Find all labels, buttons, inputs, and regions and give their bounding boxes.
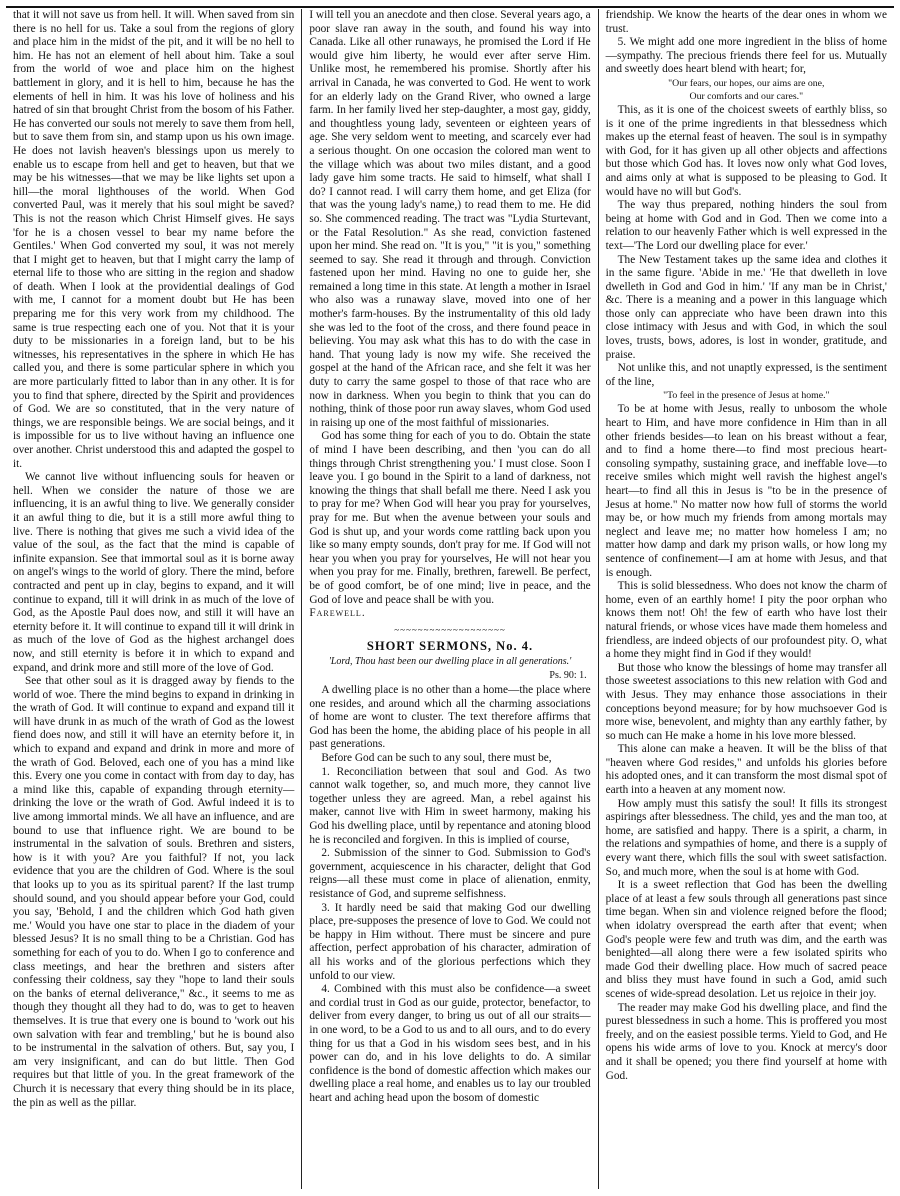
paragraph: 5. We might add one more ingredient in the bliss of home—sympathy. The precious friends there feel for us. Mutually and sweetly does heart blend with heart; for, [605,36,887,76]
paragraph: God has some thing for each of you to do. Obtain the state of mind I have been describing, and then 'you can do all things through Christ strengthening you.' I must close. Soon I leave you. I go bound in the Spirit to a land of darkness, not knowing the things that shall befall me there. Need I ask you to pray for me? When God will hear you pray for yourselves, pray for me. But when the avenue between your souls and God is shut up, and your words come rattling back upon you like so many empty sounds, don't pray for me. If God will not hear you when you pray for yourselves, He will not hear you when you pray for me. Finally, brethren, farewell. Be perfect, be of good comfort, be of one mind; live in peace, and the God of love and peace shall be with you. [309,430,591,606]
column-right [598,9,894,1189]
paragraph: Not unlike this, and not unaptly expressed, is the sentiment of the line, [605,362,887,388]
farewell-signature [309,607,590,621]
epigraph: 'Lord, Thou hast been our dwelling place in all generations.' [328,655,572,667]
paragraph: The New Testament takes up the same idea and clothes it in the same figure. 'Abide in me.' 'He that dwelleth in love dwelleth in God and God in him.' 'If any man be in Christ,' &c. There is a meaning and a power in this language which those only can appreciate who have been drawn into this close intimacy with Jesus and with God, in which the soul loves, trusts, bows, adores, is lost in wonder, gratitude, and praise. [605,253,887,361]
verse-quote-line: "To feel in the presence of Jesus at home." [663,390,830,402]
column-left [6,9,301,1189]
paragraph: A dwelling place is no other than a home—the place where one resides, and around which all the charming associations of home are wont to cluster. The text therefore affirms that God has been the home, the abiding place of his people in all past generations. [309,684,591,751]
verse-quote-line: "Our fears, our hopes, our aims are one, [668,77,825,89]
verse-quote-line: Our comforts and our cares." [689,90,804,102]
column-middle [301,9,597,1189]
paragraph: Before God can be such to any soul, there must be, [321,752,552,765]
paragraph: 1. Reconciliation between that soul and God. As two cannot walk together, so, and much more, they cannot live together unless they are agreed. Man, a rebel against his maker, cannot live with Him in sweet harmony, making his God his dwelling place, until by repentance and atoning blood he is reconciled and forgiven. In this is implied of course, [309,765,591,846]
paragraph: To be at home with Jesus, really to unbosom the whole heart to Him, and have more confidence in Him than in all other friends besides—to lean on his breast without a fear, and to find a home there—to find most precious heart-consoling sympathy, sustaining grace, and ineffable love—to receive smiles which might well ravish the highest angel's heart—to find all this in Jesus is "to be in the presence of Jesus at home." No matter now how full of storms the world may be, or how much my friends from among mortals may neglect and leave me; no matter how homeless I am; no matter how damp and dark my prison walls, or how long my sentence of confinement—I am at home with Jesus, and that is enough. [605,403,887,579]
paragraph: This alone can make a heaven. It will be the bliss of that "heaven where God resides," and unfolds his glories before his adopted ones, and it can transform the most dismal spot of earth into a heaven at any moment now. [605,743,887,797]
paragraph: But those who know the blessings of home may transfer all those sweetest associations to this new relation with God and with Jesus. They may enhance those associations in their conceptions beyond measure; for by how muchsoever God is more wise, benevolent, and mighty than any earthly father, by so much can He make a home in his love more blessed. [605,661,887,742]
paragraph: This is solid blessedness. Who does not know the charm of home, even of an earthly home! I pity the poor orphan who knows them not! Oh! the few of earth who have lost their natural friends, or whose vices have made them homeless and friendless, are indeed objects of our profoundest pity. O, what a home they might find in God if they would! [605,580,887,661]
section-separator: ~~~~~~~~~~~~~~~~~~~ [394,624,506,635]
paragraph: This, as it is one of the choicest sweets of earthly bliss, so is it one of the prime ingredients in that blessedness which makes up the eternal feast of heaven. The soul is in sympathy with God, for it has given up all other objects and affections but those which God has. It loves now only what God loves, and aims only at what is supposed to be pleasing to God. It would have no will but God's. [605,103,887,198]
top-rule [6,6,894,8]
paragraph: It is a sweet reflection that God has been the dwelling place of at least a few souls through all generations past since time began. When sin and violence reigned before the flood; when idolatry overspread the earth after that event; when God's people were few and truth was dim, and the earth was benighted—all along there were a few isolated spirits who made God their dwelling place. How much of sacred peace and bliss they must have found in such a God, amid such scenes of wide-spread desolation. Let us rejoice in their joy. [605,879,887,1000]
paragraph: How amply must this satisfy the soul! It fills its strongest aspirings after blessedness. The child, yes and the man too, at home, are satisfied and happy. There is a spirit, a charm, in the relations and sympathies of home, and there is a supply of every want there, which fills the soul with sweet satisfaction. So, and much more, when the soul is at home with God. [605,797,887,878]
paragraph: I will tell you an anecdote and then close. Several years ago, a poor slave ran away in the south, and found his way into Canada. Like all other runaways, he promised the Lord if He would give him liberty, he would ever after serve Him. Unlike most, he remembered his promise. Shortly after his arrival in Canada, he was converted to God. He went to work for an elderly lady on the Grand River, who owned a large farm. In her family lived her step-daughter, a most gay, giddy, and thoughtless young lady, seventeen or eighteen years of age. She very seldom went to meeting, and scarcely ever had a serious thought. On one occasion the colored man went to the village which was about two miles distant, and a good lady gave him some tracts. He said to himself, what shall I do? I cannot read. I will carry them home, and get Eliza (for that was the young lady's name,) to read them to me. He did so. She commenced reading. The tract was "Lydia Sturtevant, or the Fatal Resolution." As she read, conviction fastened upon her mind. She read on. "It is you," "it is you," something seemed to say. She read it through and through. Conviction fastened upon her mind. Having no one to guide her, she remained a long time in this state. At length a mother in Israel who also was a runaway slave, moved into one of her mother's farm-houses. By the instrumentality of this old lady she was led to the foot of the cross, and there found peace in believing. You may ask what this has to do with the case in hand. That young lady is now my wife. She received the gospel at the hand of the African race, and she felt it was her duty to carry the same gospel to those of that race who are now in darkness. When you begin to think that you can do nothing, think of those poor run away slaves, whom God used in raising up one of the most faithful of missionaries. [309,9,591,429]
paragraph: We cannot live without influencing souls for heaven or hell. When we consider the nature of those we are influencing, it is an awful thing to live. We generally consider it an awful thing to die, but it is a still more awful thing to live. There is nothing that gives me such a vivid idea of the value of the soul, as the fact that the mind is capable of infinite expansion. See that immortal soul as it is borne away on angel's wings to the world of glory. There the mind, before contracted and pent up in clay, begins to expand, and it will continue to expand, till it will drink in as much of the love of God, as the Apostle Paul does now, and still it will have an eternity before it. It will continue to expand till it will drink in as much of the love of God as the highest archangel does now, and still eternity is before it in which to expand and expand, and drink more and still more of the love of God. [13,471,295,674]
paragraph: See that other soul as it is dragged away by fiends to the world of woe. There the mind begins to expand in drinking in the wrath of God. It will continue to expand and expand till it will have drunk in as much of the wrath of God as the lowest fiend does now, and still it will have an eternity before it, in which to expand and expand and drink in more and more of the wrath of God. Beloved, each one of you has a mind like this. Every one you come in contact with from day to day, has a mind like this, capable of expanding through eternity—drinking the love or the wrath of God. Awful indeed it is to live among immortal minds. We all have an influence, and are bound to use that influence right. We are bound to be instrumental in the salvation of souls. Brethren and sisters, how is it with you? Are you faithful? If not, you lack evidence that you are the children of God. Where is the soul that looks up to you as its spiritual parent? If the last trump should sound, and you should appear before your God, could you say, 'Behold, I and the children which God hath given me.' Would you have one star to place in the diadem of your blessed Jesus? It is no small thing to be a Christian. God has something for each of you to do. When I go to conference and class meetings, and hear the brethren and sisters after confessing their coldness, say they "hope to land their souls on the banks of eternal deliverance," &c., it seems to me as though they thought all they had to do, was to get to heaven themselves. It is true that every one is bound to 'work out his own salvation with fear and trembling,' but he is bound also to be instrumental in the salvation of others. But, say you, I am very insignificant, and can do but little. Then God requires but that little of you. In the great framework of the Church it is necessary that every thing should be in its place, the pin as well as the pillar. [13,675,295,1109]
signature-text: Farewell. [309,607,366,620]
paragraph: 3. It hardly need be said that making God our dwelling place, pre-supposes the presence of love to God. We could not be happy in Him without. There must be sincere and pure affection, perfect approbation of his character, admiration of all his works and of the glorious perfections which they unfold to our view. [309,901,591,982]
paragraph: The way thus prepared, nothing hinders the soul from being at home with God and in God. Then we come into a relation to our heavenly Father which is well expressed in the text—'The Lord our dwelling place for ever.' [605,199,887,252]
paragraph: that it will not save us from hell. It will. When saved from sin there is no hell for us. Take a soul from the regions of glory and place him in the midst of the pit, and it will be no hell to him. He has not an element of hell about him. Take a soul from the world of woe and place him on the highest battlement in glory, and it is hell to him, because he has the elements of hell in him. It was his love of holiness and his hatred of sin that brought Christ from the bosom of his Father. He has converted our souls not merely to save them from hell, but to save them from sin, and stamp upon us his own image. He does not lavish heaven's blessings upon us merely to enable us to escape from hell and get to heaven, but that we may be his witnesses—that we may be like lights set upon a hill—the moral lighthouses of the world. When God converted Paul, was it merely that his soul might be saved? This is not the reason which Christ Himself gives. He says 'for he is a chosen vessel to bear my name before the Gentiles.' When God converted my soul, it was not merely that I might get to heaven, but that I might carry the lamp of eternal life to those who are sitting in the region and shadow of death. When I look at the providential dealings of God with me, I cannot for a moment doubt but He has been preparing me for this very work from my childhood. The same is true respecting each one of you. Not that it is your duty to be missionaries in a foreign land, but to be his witnesses, his representatives in the sphere in which He has called you, and there is some particular sphere in which you are more particularly fitted to labor than in any other. It is for you to find that sphere, directed by the Spirit and providences of God. We are so constituted, that in the very nature of things, we are responsible beings. We are social beings, and it is impossible for us to live without having an influence one over another. Christ understood this and adapted the gospel to it. [13,9,295,470]
paragraph: 2. Submission of the sinner to God. Submission to God's government, acquiescence in his character, delight that God reigns—all these must come in place of alienation, enmity, resistance of God, and supreme selfishness. [309,847,591,900]
paragraph: friendship. We know the hearts of the dear ones in whom we trust. [605,9,887,35]
paragraph: The reader may make God his dwelling place, and find the purest blessedness in such a home. This is proffered you most freely, and on the easiest possible terms. Yield to God, and He opens his wide arms of love to you. Knock at mercy's door and it shall be opened; you there find yourself at home with God. [605,1001,887,1082]
epigraph-reference: Ps. 90: 1. [549,669,587,681]
sermon-title: SHORT SERMONS, No. 4. [366,639,534,654]
paragraph: 4. Combined with this must also be confidence—a sweet and cordial trust in God as our guide, protector, benefactor, to deliver from every danger, to bring us out of all our straits—in one word, to be a God to us and to all ours, and to do every thing for us that a God in his wisdom sees best, and in his power can do, and in his love delights to do. A similar confidence is the bond of domestic affection which makes our dwelling place a real home, and enables us to lay our troubled heart and aching head upon the bosom of domestic [309,983,591,1104]
columns [6,9,894,1189]
